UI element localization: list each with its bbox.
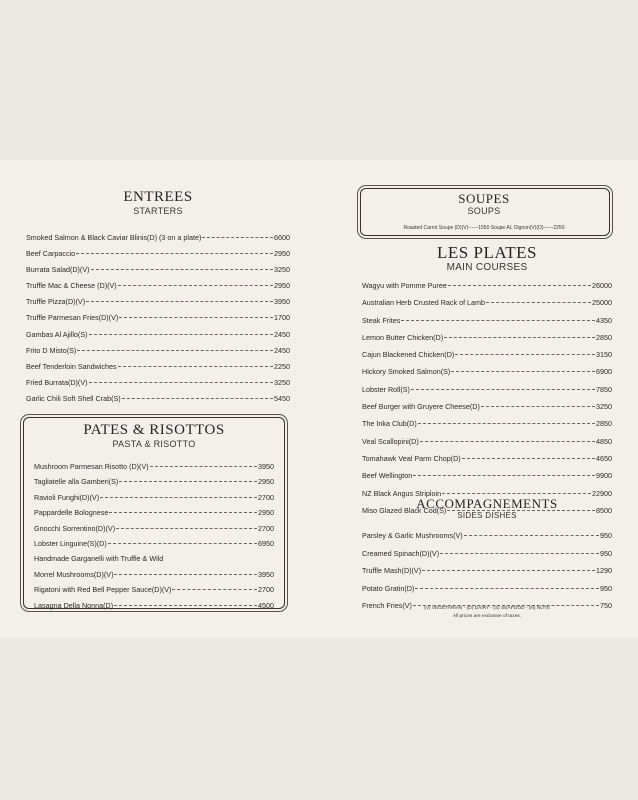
menu-item [26,347,290,363]
menu-item-name: Miso Glazed Black Cod(S) [362,505,447,515]
dotted-leader [418,423,595,424]
menu-item-price: 950 [600,531,612,540]
dotted-leader [77,350,273,351]
menu-item-name: Rigatoni with Red Bell Pepper Sauce(D)(V) [34,585,172,595]
dotted-leader [114,605,257,606]
menu-item-price: 2700 [258,523,274,533]
plates-subtitle: MAIN COURSES [446,262,528,273]
menu-item [362,550,612,568]
soupes-items-line: Roasted Carrot Soupe (D)(V)------1550 Soupe AL Oignon(V)(D)------2250 [403,225,565,231]
menu-item-name: Frito D Misto(S) [26,345,77,355]
plates-list [362,282,612,524]
menu-item [34,586,274,601]
menu-item [34,478,274,493]
menu-item-name: Gnocchi Sorrentino(D)(V) [34,523,116,533]
dotted-leader [486,302,591,303]
menu-item [26,331,290,347]
menu-item-price: 6600 [274,233,290,242]
dotted-leader [442,493,591,494]
dotted-leader [420,441,595,442]
menu-item-name: Creamed Spinach(D)(V) [362,548,440,558]
menu-item-price: 1290 [596,566,612,576]
menu-item [362,351,612,368]
menu-item-name: Pappardelle Bolognese [34,508,109,518]
dotted-leader [119,481,257,482]
menu-item [34,571,274,586]
menu-item-name: Morrel Mushrooms(D)(V) [34,569,114,579]
dotted-leader [91,269,273,270]
menu-item-name: NZ Black Angus Striploin [362,488,442,498]
menu-item-price: 950 [600,548,612,558]
pasta-title: PATES & RISOTTOS [83,422,225,438]
soupes-section [362,192,606,231]
menu-item-price: 4350 [596,315,612,325]
dotted-leader [415,588,599,589]
menu-item-price: 3950 [258,462,274,471]
menu-item [26,298,290,314]
menu-item [26,266,290,282]
menu-item-name: Handmade Garganelli with Truffle & Wild [34,554,164,564]
dotted-leader [122,398,273,399]
menu-item-name: Hickory Smoked Salmon(S) [362,367,451,377]
plates-title: LES PLATES [437,243,537,262]
menu-item-name: Veal Scallopini(D) [362,436,419,446]
dotted-leader [116,528,257,529]
menu-item [26,379,290,395]
menu-item [362,420,612,437]
dotted-leader [448,285,591,286]
dotted-leader [114,574,257,575]
menu-item-name: Fried Burrata(D)(V) [26,377,88,387]
menu-item [34,463,274,478]
menu-item-price: 2950 [258,477,274,487]
menu-item-name: Lemon Butter Chicken(D) [362,332,444,342]
menu-item-name: Beef Burger with Gruyere Cheese(D) [362,402,480,412]
menu-item-price: 25000 [592,298,612,308]
menu-item-price: 4500 [258,600,274,610]
menu-item [34,555,274,570]
menu-item-name: Burrata Salad(D)(V) [26,265,90,275]
dotted-leader [89,334,273,335]
dotted-leader [464,535,599,536]
dotted-leader [172,589,257,590]
menu-item [362,472,612,489]
pasta-subtitle: PASTA & RISOTTO [112,439,196,449]
dotted-leader [481,406,595,407]
legend-key: (V) VEGETARIAN - (D) DAIRY - (S) SEAFOOD - (N) NUTS [424,606,550,611]
menu-item [34,602,274,617]
menu-item-price: 3150 [596,350,612,360]
menu-item [362,282,612,299]
pasta-list [34,463,274,617]
entrees-list [26,234,290,411]
entrees-subtitle: STARTERS [133,206,183,216]
plates-section [362,244,612,524]
dotted-leader [411,389,595,390]
dotted-leader [440,553,599,554]
menu-item-name: Truffle Mac & Cheese (D)(V) [26,281,117,291]
dotted-leader [401,320,595,321]
menu-item-name: Steak Frites [362,315,401,325]
entrees-title: ENTREES [123,189,193,205]
menu-item-name: Truffle Mash(D)(V) [362,566,422,576]
entrees-section [26,190,290,411]
menu-item [362,532,612,550]
menu-item-name: Garlic Chili Soft Shell Crab(S) [26,393,121,403]
dotted-leader [89,382,273,383]
dietary-legend [362,605,612,621]
menu-item-price: 2950 [258,508,274,518]
menu-item-name: Lasagna Della Nonna(D) [34,600,114,610]
menu-item-price: 1700 [274,313,290,323]
menu-item-price: 9900 [596,471,612,481]
menu-item-price: 6900 [596,367,612,377]
menu-item-price: 2450 [274,345,290,355]
menu-item-price: 2450 [274,329,290,339]
menu-item-price: 3250 [596,402,612,412]
menu-item-price: 8500 [596,505,612,515]
menu-item [362,317,612,334]
menu-item [362,438,612,455]
menu-item-price: 2950 [274,281,290,291]
menu-item-name: Smoked Salmon & Black Caviar Blinis(D) (3 on a plate) [26,233,202,242]
soupes-subtitle: SOUPS [467,206,501,216]
menu-item-price: 750 [600,601,612,611]
menu-item-price: 2950 [274,249,290,259]
dotted-leader [76,253,273,254]
dotted-leader [119,317,273,318]
menu-item [26,314,290,330]
dotted-leader [100,497,257,498]
menu-item [26,250,290,266]
menu-item-name: Truffle Parmesan Fries(D)(V) [26,313,119,323]
menu-item-name: Beef Carpaccio [26,249,76,259]
dotted-leader [455,354,595,355]
menu-item-price: 950 [600,583,612,593]
soupes-title: SOUPES [458,191,510,206]
menu-item-name: Lobster Roll(S) [362,384,410,394]
menu-item [34,509,274,524]
menu-item-price: 5450 [274,393,290,403]
menu-item [26,363,290,379]
dotted-leader [118,366,273,367]
dotted-leader [108,543,257,544]
menu-item-name: Cajun Blackened Chicken(D) [362,350,455,360]
menu-item-price: 4650 [596,453,612,463]
menu-item-price: 26000 [592,281,612,290]
accompagnements-subtitle: SIDES DISHES [457,511,517,520]
dotted-leader [451,371,595,372]
menu-item-price: 3250 [274,377,290,387]
menu-item-price: 3950 [274,297,290,307]
menu-item-price: 2700 [258,492,274,502]
menu-item [34,540,274,555]
dotted-leader [462,458,595,459]
dotted-leader [150,466,257,467]
pasta-section [34,423,274,617]
menu-item-price: 2850 [596,419,612,429]
menu-item-name: The Inka Club(D) [362,419,417,429]
menu-item-name: Tagliatelle alla Gamberi(S) [34,477,119,487]
menu-item [34,525,274,540]
menu-item-price: 2700 [258,585,274,595]
menu-item-name: Beef Wellington [362,471,413,481]
menu-item-price: 7850 [596,384,612,394]
menu-item-name: Beef Tenderloin Sandwiches [26,361,117,371]
menu-item [26,234,290,250]
menu-item-name: Tomahawk Veal Parm Chop(D) [362,453,461,463]
menu-item-name: Gambas Al Ajillo(S) [26,329,88,339]
dotted-leader [422,570,595,571]
menu-item [34,494,274,509]
dotted-leader [413,475,595,476]
menu-item [362,455,612,472]
menu-item [362,386,612,403]
menu-item-name: Australian Herb Crusted Rack of Lamb [362,298,486,308]
dotted-leader [86,301,273,302]
menu-item-price: 4850 [596,436,612,446]
menu-item-name: Lobster Linguine(S)(D) [34,538,107,548]
menu-item-price: 2850 [596,332,612,342]
dotted-leader [444,337,595,338]
menu-item [362,585,612,603]
dotted-leader [202,237,273,238]
menu-item-name: Parsley & Garlic Mushrooms(V) [362,531,463,540]
menu-item-price: 6950 [258,538,274,548]
legend-note: All prices are exclusive of taxes. [452,614,522,619]
menu-item-name: Truffle Pizza(D)(V) [26,297,86,307]
accompagnements-title: ACCOMPAGNEMENTS [416,496,558,511]
menu-item [362,299,612,316]
menu-item [26,395,290,411]
menu-item [362,567,612,585]
dotted-leader [118,285,273,286]
menu-item-name: Mushroom Parmesan Risotto (D)(V) [34,462,149,471]
menu-item-price: 3950 [258,569,274,579]
menu-item-name: Wagyu with Pomme Puree [362,281,447,290]
menu-item-price: 3250 [274,265,290,275]
menu-item [26,282,290,298]
menu-item [362,403,612,420]
menu-item-price: 22900 [592,488,612,498]
menu-item-price: 2250 [274,361,290,371]
menu-item [362,368,612,385]
menu-item-name: French Fries(V) [362,601,412,611]
dotted-leader [109,512,257,513]
accompagnements-section [362,497,612,620]
menu-item-name: Ravioli Funghi(D)(V) [34,492,100,502]
menu-item [362,334,612,351]
menu-item-name: Potato Gratin(D) [362,583,415,593]
